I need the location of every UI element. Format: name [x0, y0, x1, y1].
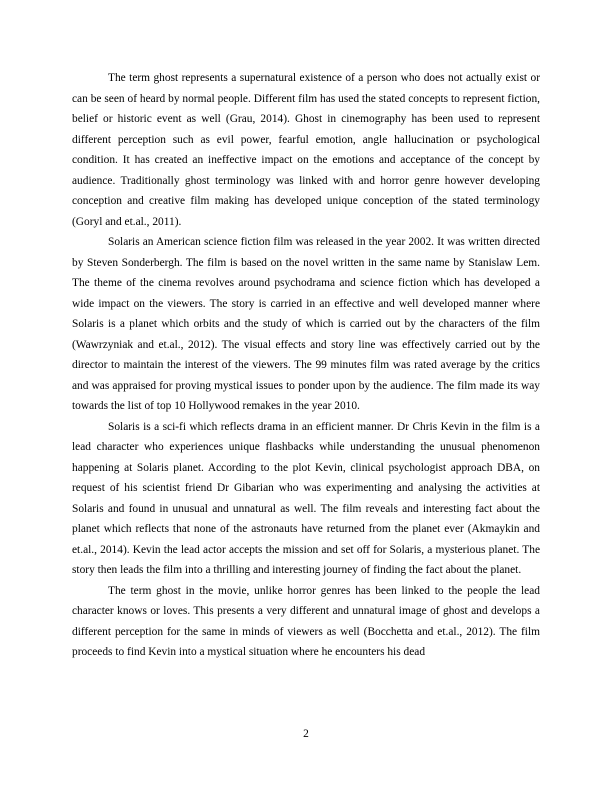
document-body [72, 68, 540, 663]
page-number: 2 [303, 728, 309, 740]
paragraph-1: The term ghost represents a supernatural existence of a person who does not actually exist or can be seen of heard by normal people. Different film has used the stated concepts to represent fiction, belief or historic event as well (Grau, 2014). Ghost in cinemography has been used to represent different perception such as evil power, fearful emotion, angle hallucination or psychological condition. It has created an ineffective impact on the emotions and acceptance of the concept by audience. Traditionally ghost terminology was linked with and horror genre however developing conception and creative film making has developed unique conception of the stated terminology (Goryl and et.al., 2011). [72, 72, 540, 228]
paragraph-3: Solaris is a sci-fi which reflects drama in an efficient manner. Dr Chris Kevin in the film is a lead character who experiences unique flashbacks while understanding the unusual phenomenon happening at Solaris planet. According to the plot Kevin, clinical psychologist approach DBA, on request of his scientist friend Dr Gibarian who was experimenting and analysing the activities at Solaris and found in unusual and unnatural as well. The film reveals and interesting fact about the planet which reflects that none of the astronauts have returned from the planet ever (Akmaykin and et.al., 2014). Kevin the lead actor accepts the mission and set off for Solaris, a mysterious planet. The story then leads the film into a thrilling and interesting journey of finding the fact about the planet. [72, 420, 540, 576]
paragraph-4: The term ghost in the movie, unlike horror genres has been linked to the people the lead character knows or loves. This presents a very different and unnatural image of ghost and develops a different perception for the same in minds of viewers as well (Bocchetta and et.al., 2012). The film proceeds to find Kevin into a mystical situation where he encounters his dead [72, 584, 540, 658]
paragraph-2: Solaris an American science fiction film was released in the year 2002. It was written directed by Steven Sonderbergh. The film is based on the novel written in the same name by Stanislaw Lem. The theme of the cinema revolves around psychodrama and science fiction which has developed a wide impact on the viewers. The story is carried in an effective and well developed manner where Solaris is a planet which orbits and the study of which is carried out by the characters of the film (Wawrzyniak and et.al., 2012). The visual effects and story line was effectively carried out by the director to maintain the interest of the viewers. The 99 minutes film was rated average by the critics and was appraised for proving mystical issues to ponder upon by the audience. The film made its way towards the list of top 10 Hollywood remakes in the year 2010. [72, 236, 540, 412]
